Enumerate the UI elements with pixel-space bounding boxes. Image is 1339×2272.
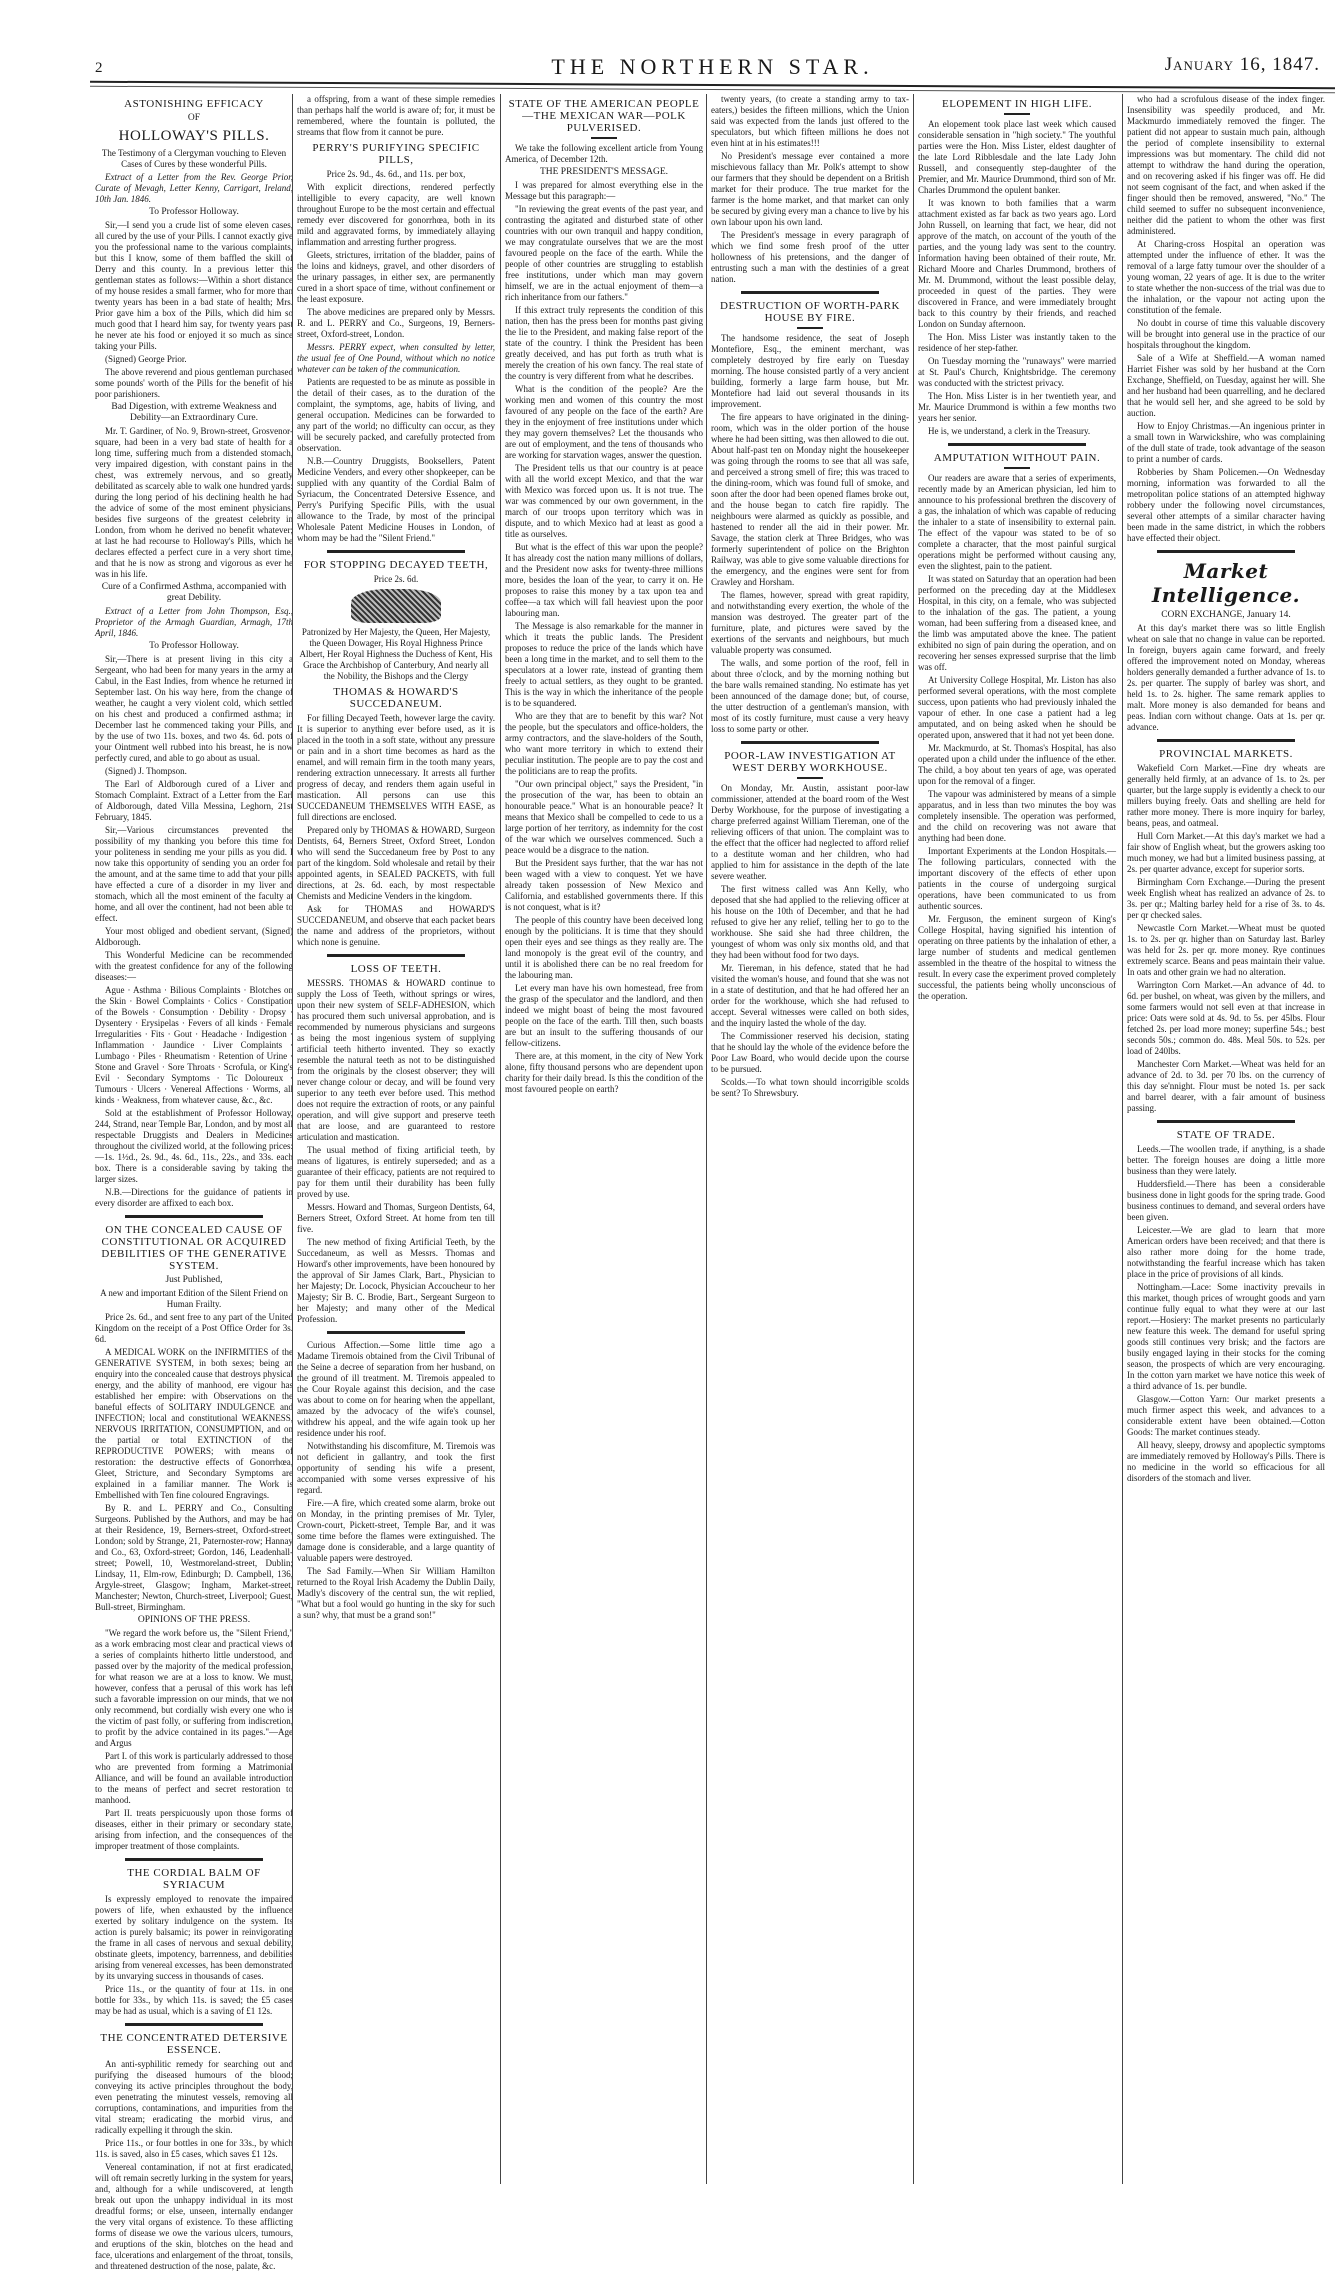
column-4 (706, 94, 909, 2184)
paragraph: At University College Hospital, Mr. Liston has also performed several operations, with the most complete success, upon patients who had previously inhaled the vapour of ether. In one case a patient had a leg amputated, and on being asked when he should be operated upon, answered that it had not yet been done. (918, 675, 1116, 740)
article-headline: THE CONCENTRATED DETERSIVE ESSENCE. (100, 2032, 288, 2056)
heading-dash (1004, 467, 1030, 469)
section-divider (125, 2023, 264, 2026)
paragraph: The usual method of fixing artificial teeth, by means of ligatures, is entirely superseded; and as a guarantee of their efficacy, patients are not required to pay for them until their durability has been fully proved by use. (297, 1145, 495, 1199)
paragraph: The President's message in every paragraph of which we find some fresh proof of the utter hollowness of his pretensions, and the danger of entrusting such a man with the destinies of a great nation. (711, 230, 909, 284)
paragraph: Patients are requested to be as minute as possible in the detail of their cases, as to the duration of the complaint, the symptoms, age, habits of living, and general occupation. Medicines can be forwarded to any part of the world; no difficulty can occur, as they will be securely packed, and carefully protected from observation. (297, 377, 495, 453)
paragraph: I was prepared for almost everything else in the Message but this paragraph:— (505, 180, 703, 201)
paragraph: Sold at the establishment of Professor Holloway, 244, Strand, near Temple Bar, London, and by most all respectable Druggists and Dealers in Medicines throughout the civilized world, at the following prices:—1s. 1½d., 2s. 9d., 4s. 6d., 11s., 22s., and 33s. each box. There is a considerable saving by taking the larger sizes. (95, 1108, 293, 1184)
paragraph: Venereal contamination, if not at first eradicated, will oft remain secretly lurking in the system for years, and, although for a while undiscovered, at length break out upon the unhappy individual in its most dreadful forms; or else, unseen, internally endanger the very vital organs of existence. To these afflicting forms of disease we owe the various ulcers, tumours, and eruptions of the skin, blotches on the head and face, ulcerations and enlargement of the throat, tonsils, and threatened destruction of the nose, palate, &c. (95, 2162, 293, 2271)
paragraph: Sir,—There is at present living in this city a Sergeant, who had been for many years in the army at Cabul, in the East Indies, from whence he returned in September last. On his way here, from the change of weather, he caught a very violent cold, which settled on his chest and produced a confirmed asthma; in December last he commenced taking your Pills, and by the use of two 11s. boxes, and two 4s. 6d. pots of your Ointment well rubbed into his breast, he is now perfectly cured, and able to go about as usual. (95, 654, 293, 763)
sub-heading: To Professor Holloway. (149, 207, 239, 217)
paragraph: How to Enjoy Christmas.—An ingenious printer in a small town in Warwickshire, who was complaining of the dull state of trade, took advantage of the season to print a number of cards. (1127, 421, 1325, 464)
paragraph: The Message is also remarkable for the manner in which it treats the public lands. The President proposes to reduce the price of the lands which have been a long time in the market, and to sell them to the speculators at a lower rate, instead of granting them freely to actual settlers, as they ought to be granted. This is the way in which the inheritance of the people is to be squandered. (505, 621, 703, 708)
article-headline: FOR STOPPING DECAYED TEETH, (303, 559, 489, 571)
paragraph: Glasgow.—Cotton Yarn: Our market presents a much firmer aspect this week, and advances to a considerable extent have been obtained.—Cotton Goods: The market continues steady. (1127, 1394, 1325, 1437)
paragraph: "Our own principal object," says the President, "in the prosecution of the war, has been to obtain an honourable peace." What is an honourable peace? It means that Mexico shall be compelled to cede to us a large portion of her territory, as indemnity for the cost of the war which we ourselves commenced. Such a peace would be a disgrace to the nation. (505, 779, 703, 855)
paragraph: The handsome residence, the seat of Joseph Montefiore, Esq., the eminent merchant, was completely destroyed by fire early on Tuesday morning. The house consisted partly of a very ancient building, formerly a large farm house, but Mr. Montefiore had laid out several thousands in its improvement. (711, 333, 909, 409)
paragraph: What is the condition of the people? Are the working men and women of this country the most favoured of any people on the face of the earth? Are they in the enjoyment of free institutions under which they may govern themselves? Let the thousands who are out of employment, and the tens of thousands who are working for starvation wages, answer the question. (505, 384, 703, 460)
paragraph: The above reverend and pious gentleman purchased some pounds' worth of the Pills for the benefit of his poor parishioners. (95, 367, 293, 399)
paragraph: Curious Affection.—Some little time ago a Madame Tiremois obtained from the Civil Tribunal of the Seine a decree of separation from her husband, on the ground of ill treatment. M. Tiremois appealed to the Cour Royale against this decision, and the case was about to come on for hearing when the appellant, amazed by the advocacy of the wife's counsel, withdrew his appeal, and the wife again took up her residence under his roof. (297, 1340, 495, 1438)
section-divider (125, 1858, 264, 1861)
paragraph: The first witness called was Ann Kelly, who deposed that she had applied to the relieving officer at his house on the 10th of December, and that he had refused to give her any relief, telling her to go to the workhouse. She said she had three children, the youngest of whom was only six months old, and that they had been without food for two days. (711, 884, 909, 960)
article-headline: PROVINCIAL MARKETS. (1159, 748, 1293, 760)
paragraph: "In reviewing the great events of the past year, and contrasting the agitated and disturbed state of other countries with our own tranquil and happy condition, we may congratulate ourselves that we are the most favoured people on the face of the earth. While the people of other countries are struggling to establish free institutions, under which man may govern himself, we are in the actual enjoyment of them—a rich inheritance from our fathers." (505, 204, 703, 302)
article-headline: ELOPEMENT IN HIGH LIFE. (941, 98, 1092, 110)
paragraph: "We regard the work before us, the "Silent Friend," as a work embracing most clear and practical views of a series of complaints hitherto little understood, and passed over by the majority of the medical profession, for what reason we are at a loss to know. We must, however, confess that a perusal of this work has left such a favorable impression on our minds, that we not only recommend, but cordially wish every one who is the victim of past folly, or suffering from indiscretion, to profit by the advice contained in its pages."—Age and Argus (95, 1628, 293, 1748)
ailments-list: Ague · Asthma · Bilious Complaints · Blotches on the Skin · Bowel Complaints · Colics · Constipation of the Bowels · Consumption · Debility · Dropsy · Dysentery · Erysipelas · Fevers of all kinds · Female Irregularities · Fits · Gout · Headache · Indigestion · Inflammation · Jaundice · Liver Complaints · Lumbago · Piles · Rheumatism · Retention of Urine · Stone and Gravel · Sore Throats · Scrofula, or King's Evil · Secondary Symptoms · Tic Doloureux · Tumours · Ulcers · Venereal Affections · Worms, all kinds · Weakness, from whatever cause, &c., &c. (95, 985, 293, 1105)
paragraph: Is expressly employed to renovate the impaired powers of life, when exhausted by the influence exerted by solitary indulgence on the system. Its action is purely balsamic; its power in reinvigorating the frame in all cases of nervous and sexual debility, obstinate gleets, impotency, barrenness, and debilities arising from venereal excesses, has been demonstrated by its unvarying success in thousands of cases. (95, 1894, 293, 1981)
paragraph: The walls, and some portion of the roof, fell in about three o'clock, and by the morning nothing but the bare walls remained standing. No estimate has yet been announced of the damage done; but, of course, the utter destruction of a gentleman's mansion, with most of its costly furniture, must cause a very heavy loss to some party or other. (711, 658, 909, 734)
paragraph: Price 2s. 9d., 4s. 6d., and 11s. per box, (326, 169, 466, 179)
paragraph: A MEDICAL WORK on the INFIRMITIES of the GENERATIVE SYSTEM, in both sexes; being an enquiry into the concealed cause that destroys physical energy, and the ability of manhood, ere vigour has established her empire: with Observations on the baneful effects of SOLITARY INDULGENCE and INFECTION; local and constitutional WEAKNESS, NERVOUS IRRITATION, CONSUMPTION, and on the partial or total EXTINCTION of the REPRODUCTIVE POWERS; with means of restoration: the destructive effects of Gonorrhœa, Gleet, Stricture, and Secondary Symptoms are explained in a familiar manner. The Work is Embellished with Ten fine coloured Engravings. (95, 1347, 293, 1500)
paragraph: N.B.—Country Druggists, Booksellers, Patent Medicine Venders, and every other shopkeeper, can be supplied with any quantity of the Cordial Balm of Syriacum, the Concentrated Detersive Essence, and Perry's Purifying Specific Pills, with the usual allowance to the Trade, by most of the principal Wholesale Patent Medicine Houses in London, of whom may be had the "Silent Friend." (297, 456, 495, 543)
section-divider (741, 741, 880, 744)
paragraph: Leeds.—The woollen trade, if anything, is a shade better. The foreign houses are doing a little more business than they were lately. (1127, 1144, 1325, 1176)
paragraph: The people of this country have been deceived long enough by the politicians. It is time that they should open their eyes and see things as they really are. The land monopoly is the great evil of the country, and until it is abolished there can be no real freedom for the labouring man. (505, 915, 703, 980)
paragraph: Messrs. Howard and Thomas, Surgeon Dentists, 64, Berners Street, Oxford Street. At home from ten till five. (297, 1202, 495, 1234)
paragraph: Prepared only by THOMAS & HOWARD, Surgeon Dentists, 64, Berners Street, Oxford Street, London who will send the Succedaneum free by Post to any part of the kingdom. Sold wholesale and retail by their appointed agents, in SEALED PACKETS, with full directions, at 2s. 6d. each, by most respectable Chemists and Medicine Venders in the kingdom. (297, 825, 495, 901)
column-5 (913, 94, 1116, 2184)
article-headline: ASTONISHING EFFICACY (124, 98, 264, 110)
paragraph: Mr. Mackmurdo, at St. Thomas's Hospital, has also operated upon a child under the influence of the ether. The child, a boy about ten years of age, was operated upon for the removal of a finger. (918, 743, 1116, 786)
paragraph: Ask for THOMAS and HOWARD'S SUCCEDANEUM, and observe that each packet bears the name and address of the proprietors, without which none is genuine. (297, 904, 495, 947)
heading-dash (591, 137, 617, 139)
sub-heading: Cure of a Confirmed Asthma, accompanied with great Debility. (101, 582, 287, 603)
paragraph: Leicester.—We are glad to learn that more American orders have been received; and that there is also rather more doing for the home trade, notwithstanding the fearful increase which has taken place in the price of provisions of all kinds. (1127, 1225, 1325, 1279)
paragraph: Your most obliged and obedient servant, (Signed) Aldborough. (95, 926, 293, 947)
section-divider (1157, 1120, 1296, 1123)
issue-date: January 16, 1847. (1164, 54, 1320, 75)
paragraph: Warrington Corn Market.—An advance of 4d. to 6d. per bushel, on wheat, was given by the millers, and some farmers would not sell even at that increase in price: Oats were sold at 4s. 9d. to 5s. per 45lbs. Flour fetched 2s. per load more money; superfine 54s.; best seconds 50s.; common do. 48s. Meal 50s. to 52s. per load of 240lbs. (1127, 980, 1325, 1056)
page-number: 2 (95, 60, 103, 76)
paragraph: On Monday, Mr. Austin, assistant poor-law commissioner, attended at the board room of the West Derby Workhouse, for the purpose of investigating a charge preferred against William Tiereman, one of the relieving officers of that union. The complaint was to the effect that the officer had neglected to afford relief to a destitute woman and her children, who had applied to him for assistance in the depth of the late severe weather. (711, 783, 909, 881)
paragraph: Hull Corn Market.—At this day's market we had a fair show of English wheat, but the growers asking too much money, we had but a limited business passing, at 2s. per quarter advance, except for superior sorts. (1127, 831, 1325, 874)
masthead-rule (90, 81, 1335, 94)
newspaper-title: THE NORTHERN STAR. (551, 54, 874, 79)
paragraph: Let every man have his own homestead, free from the grasp of the speculator and the landlord, and then indeed we might boast of being the most favoured people on the face of the earth. Till then, such boasts are but an insult to the suffering thousands of our fellow-citizens. (505, 983, 703, 1048)
section-divider (125, 1215, 264, 1218)
paragraph: The vapour was administered by means of a simple apparatus, and in less than two minutes the boy was completely insensible. The operation was performed, and the child on recovering was not aware that anything had been done. (918, 789, 1116, 843)
section-divider (948, 443, 1087, 446)
paragraph: By R. and L. PERRY and Co., Consulting Surgeons. Published by the Authors, and may be had at their Residence, 19, Berners-street, Oxford-street, London; sold by Strange, 21, Paternoster-row; Hannay and Co., 63, Oxford-street; Gordon, 146, Leadenhall-street; Powell, 10, Westmoreland-street, Dublin; Lindsay, 11, Elm-row, Edinburgh; D. Campbell, 136, Argyle-street, Glasgow; Ingham, Market-street, Manchester; Newton, Church-street, Liverpool; Guest, Bull-street, Birmingham. (95, 1503, 293, 1612)
column-2 (292, 94, 495, 2184)
paragraph: Manchester Corn Market.—Wheat was held for an advance of 2d. to 3d. per 70 lbs. on the currency of this day se'nnight. Flour must be noted 1s. per sack and barrel dearer, with a fair amount of business passing. (1127, 1059, 1325, 1113)
section-divider (741, 291, 880, 294)
paragraph: Fire.—A fire, which created some alarm, broke out on Monday, in the printing premises of Mr. Tyler, Crown-court, Pickett-street, Temple Bar, and it was some time before the flames were extinguished. The damage done is considerable, and a large quantity of valuable papers were destroyed. (297, 1498, 495, 1563)
paragraph: It was stated on Saturday that an operation had been performed on the preceding day at the Middlesex Hospital, in this city, on a female, who was subjected to the inhalation of the gas. The patient, a young woman, had been suffering from a diseased knee, and the limb was amputated above the knee. The patient exhibited no sign of pain during the operation, and on recovering her senses expressed surprise that the limb was off. (918, 574, 1116, 672)
sub-heading: To Professor Holloway. (149, 641, 239, 651)
section-divider (1157, 739, 1296, 742)
paragraph: On Tuesday morning the "runaways" were married at St. Paul's Church, Knightsbridge. The ceremony was conducted with the strictest privacy. (918, 356, 1116, 388)
paragraph: The President tells us that our country is at peace with all the world except Mexico, and that the war with Mexico was forced upon us. It is not true. The war was commenced by our own government, in the march of our troops upon territory which was in dispute, and to which Mexico had at least as good a title as ourselves. (505, 463, 703, 539)
article-headline: THE CORDIAL BALM OF SYRIACUM (127, 1867, 261, 1891)
paragraph: Huddersfield.—There has been a considerable business done in light goods for the spring trade. Good business continues to demand, and several orders have been given. (1127, 1179, 1325, 1222)
paragraph: Sir,—I send you a crude list of some eleven cases, all cured by the use of your Pills. I cannot exactly give you the professional name to the various complaints, but this I know, some of them baffled the skill of Derry and this county. In a previous letter this gentleman states as follows:—Within a short distance of my house resides a small farmer, who for more than twenty years has been in a bad state of health; Mrs. Prior gave him a box of the Pills, which did him so much good that I heard him say, for twenty years past he never ate his food or enjoyed it so much as since taking your Pills. (95, 220, 293, 351)
paragraph: The new method of fixing Artificial Teeth, by the Succedaneum, as well as Messrs. Thomas and Howard's other improvements, have been honoured by the approval of Sir James Clark, Bart., Physician to her Majesty; Dr. Locock, Physician Accoucheur to her Majesty; Sir B. C. Brodie, Bart., Sergeant Surgeon to her Majesty; and many other of the Medical Profession. (297, 1237, 495, 1324)
paragraph: Extract of a Letter from John Thompson, Esq., Proprietor of the Armagh Guardian, Armagh, 17th April, 1846. (95, 606, 293, 638)
paragraph: Part II. treats perspicuously upon those forms of diseases, either in their primary or secondary state, arising from infection, and the consequences of the improper treatment of those complaints. (95, 1808, 293, 1851)
paragraph: Price 11s., or the quantity of four at 11s. in one bottle for 33s., by which 11s. is saved; the £5 cases may be had as usual, which is a saving of £1 12s. (95, 1984, 293, 2016)
paragraph: Who are they that are to benefit by this war? Not the people, but the speculators and office-holders, the army contractors, and the slave-holders of the South, who want more territory in which to extend their peculiar institution. The people are to pay the cost and the politicians are to reap the profits. (505, 711, 703, 776)
column-6 (1122, 94, 1325, 2184)
article-headline: Market Intelligence. (1151, 559, 1301, 607)
paragraph: Notwithstanding his discomfiture, M. Tiremois was not deficient in gallantry, and took the first opportunity of sending his wife a present, accompanied with some verses expressive of his regard. (297, 1441, 495, 1495)
paragraph: The Commissioner reserved his decision, stating that he should lay the whole of the evidence before the Poor Law Board, who would decide upon the course to be pursued. (711, 1031, 909, 1074)
article-headline: AMPUTATION WITHOUT PAIN. (933, 452, 1101, 464)
article-headline: STATE OF THE AMERICAN PEOPLE—THE MEXICAN WAR—POLK PULVERISED. (508, 98, 700, 134)
paragraph: a offspring, from a want of these simple remedies than perhaps half the world is aware of; for, it must be remembered, where the fountain is polluted, the streams that flow from it cannot be pure. (297, 94, 495, 137)
paragraph: This Wonderful Medicine can be recommended with the greatest confidence for any of the following diseases:— (95, 950, 293, 982)
paragraph: With explicit directions, rendered perfectly intelligible to every capacity, are well known throughout Europe to be the most certain and effectual remedy ever discovered for gonorrhœa, both in its mild and aggravated forms, by immediately allaying inflammation and arresting further progress. (297, 182, 495, 247)
heading-dash (1004, 113, 1030, 115)
paragraph: Mr. T. Gardiner, of No. 9, Brown-street, Grosvenor-square, had been in a very bad state of health for a long time, suffering much from a distended stomach, very impaired digestion, with constant pains in the chest, was extremely nervous, and so greatly debilitated as scarcely able to walk one hundred yards: during the long period of his declining health he had the advice of some of the most eminent physicians, besides five surgeons of the greatest celebrity in London, from whom he derived no benefit whatever; at last he had recourse to Holloway's Pills, which he declares effected a perfect cure in a very short time, and that he is now as strong and vigorous as ever he was in his life. (95, 426, 293, 579)
paragraph: An elopement took place last week which caused considerable sensation in "high society." The youthful parties were the Hon. Miss Lister, eldest daughter of the late Lord Ribblesdale and the late Lady John Russell, and consequently step-daughter of the Premier, and Mr. Maurice Drummond, third son of Mr. Charles Drummond the opulent banker. (918, 119, 1116, 195)
paragraph: We take the following excellent article from Young America, of December 12th. (505, 143, 703, 164)
paragraph: N.B.—Directions for the guidance of patients in every disorder are affixed to each box. (95, 1187, 293, 1208)
paragraph: At this day's market there was so little English wheat on sale that no change in value can be reported. In foreign, buyers again came forward, and freely offered the improvement noted on Monday, whereas holders generally demanded a further advance of 1s. to 2s. per quarter. The supply of barley was short, and held 1s. to 2s. higher. The same remark applies to malt. More money is also demanded for beans and peas. Indian corn without change. Oats at 1s. per qr. advance. (1127, 623, 1325, 732)
paragraph: There are, at this moment, in the city of New York alone, fifty thousand persons who are dependent upon charity for their daily bread. Is this the condition of the most favoured people on earth? (505, 1051, 703, 1094)
paragraph: MESSRS. THOMAS & HOWARD continue to supply the Loss of Teeth, without springs or wires, upon their new system of SELF-ADHESION, which has procured them such universal approbation, and is recommended by numerous physicians and surgeons as being the most ingenious system of supplying artificial teeth hitherto invented. They so exactly resemble the natural teeth as not to be distinguished from the originals by the closest observer; they will never change colour or decay, and will be found very superior to any teeth ever before used. This method does not require the extraction of roots, or any painful operation, and will give support and preserve teeth that are loose, and are guaranteed to restore articulation and mastication. (297, 978, 495, 1142)
paragraph: No President's message ever contained a more mischievous fallacy than Mr. Polk's attempt to show our farmers that they should be dependent on a British market for their produce. The true market for the farmer is the home market, and that market can only be secured by giving every man a chance to live by his own labour upon his own land. (711, 151, 909, 227)
column-3 (500, 94, 703, 2184)
sub-heading: THE PRESIDENT'S MESSAGE. (539, 167, 669, 177)
paragraph: Part I. of this work is particularly addressed to those who are prevented from forming a Matrimonial Alliance, and will be found an available introduction to the means of perfect and secret restoration to manhood. (95, 1751, 293, 1805)
paragraph: The fire appears to have originated in the dining-room, which was in the older portion of the house where he had been sitting, was then allowed to die out. About half-past ten on Monday night the housekeeper was going through the rooms to see that all was safe, and perceived a strong smell of fire; this was traced to the dining-room, which was found full of smoke, and soon after the door had been opened flames broke out, and the house began to catch fire rapidly. The neighbours were alarmed as quickly as possible, and hastened to render all the aid in their power. Mr. Savage, the station clerk at Three Bridges, who was formerly superintendent of police on the Brighton Railway, was able to give some valuable directions for the emergency, and the engines were sent for from Crawley and Horsham. (711, 412, 909, 587)
paragraph: Price 2s. 6d., and sent free to any part of the United Kingdom on the receipt of a Post Office Order for 3s. 6d. (95, 1312, 293, 1344)
paragraph: Mr. Ferguson, the eminent surgeon of King's College Hospital, having signified his intention of operating on three patients by the inhalation of ether, a large number of students and medical gentlemen assembled in the theatre of the hospital to witness the result. In every case the experiment proved completely successful, the patients being wholly unconscious of the operation. (918, 914, 1116, 1001)
paragraph: The Hon. Miss Lister is in her twentieth year, and Mr. Maurice Drummond is within a few months two years her senior. (918, 391, 1116, 423)
sub-heading: OF (187, 113, 201, 123)
paragraph: For filling Decayed Teeth, however large the cavity. It is superior to anything ever before used, as it is placed in the tooth in a soft state, without any pressure or pain and in a short time becomes as hard as the enamel, and will remain firm in the tooth many years, rendering extraction unnecessary. It arrests all further progress of decay, and renders them again useful in mastication. All persons can use this SUCCEDANEUM THEMSELVES WITH EASE, as full directions are enclosed. (297, 713, 495, 822)
paragraph: Important Experiments at the London Hospitals.—The following particulars, connected with the important discovery of the effects of ether upon patients in the course of undergoing surgical operations, have been communicated to us from authentic sources. (918, 846, 1116, 911)
paragraph: Wakefield Corn Market.—Fine dry wheats are generally held firmly, at an advance of 1s. to 2s. per quarter, but the large supply is evidently a check to our millers buying freely. Oats and shelling are held for rather more money. There is more inquiry for barley, beans, peas, and oatmeal. (1127, 763, 1325, 828)
paragraph: Sale of a Wife at Sheffield.—A woman named Harriet Fisher was sold by her husband at the Corn Exchange, Sheffield, on Tuesday, against her will. She and her husband had been quarrelling, and he declared that he would sell her, and she agreed to be sold by auction. (1127, 353, 1325, 418)
article-headline: ON THE CONCEALED CAUSE OF CONSTITUTIONAL OR ACQUIRED DEBILITIES OF THE GENERATIVE SYSTEM. (101, 1224, 287, 1272)
column-1 (95, 94, 293, 2271)
article-headline: PERRY'S PURIFYING SPECIFIC PILLS, (312, 142, 480, 166)
article-headline: HOLLOWAY'S PILLS. (118, 128, 270, 144)
paragraph: Robberies by Sham Policemen.—On Wednesday morning, information was forwarded to all the metropolitan police stations of an attempted highway robbery under the following novel circumstances, several other attempts of a similar character having been made in the same district, in which the robbers have effected their object. (1127, 467, 1325, 543)
heading-dash (797, 327, 823, 329)
paragraph: (Signed) J. Thompson. (105, 766, 187, 776)
paragraph: The flames, however, spread with great rapidity, and notwithstanding every exertion, the whole of the mansion was destroyed. The greater part of the furniture, plate, and pictures were saved by the exertions of the servants and neighbours, but much valuable property was consumed. (711, 590, 909, 655)
paragraph: Scolds.—To what town should incorrigible scolds be sent? To Shrewsbury. (711, 1077, 909, 1098)
paragraph: No doubt in course of time this valuable discovery will be brought into general use in the practice of our hospitals throughout the kingdom. (1127, 318, 1325, 350)
article-headline: LOSS OF TEETH. (350, 963, 442, 975)
masthead (95, 40, 1330, 82)
section-divider (327, 550, 466, 553)
paragraph: Gleets, strictures, irritation of the bladder, pains of the loins and kidneys, gravel, and other disorders of the urinary passages, in either sex, are permanently cured in a short space of time, without confinement or the least exposure. (297, 250, 495, 304)
paragraph: The Hon. Miss Lister was instantly taken to the residence of her step-father. (918, 332, 1116, 353)
paragraph: But what is the effect of this war upon the people? It has already cost the nation many millions of dollars, and the President now asks for twenty-three millions more, besides the loan of the year, to carry it on. He proposes to raise this money by a tax upon tea and coffee—a tax which will fall heaviest upon the poor labouring man. (505, 542, 703, 618)
paragraph: An anti-syphilitic remedy for searching out and purifying the diseased humours of the blood; conveying its active principles throughout the body, even penetrating the minutest vessels, removing all corruptions, contaminations, and impurities from the vital stream; eradicating the morbid virus, and radically expelling it through the skin. (95, 2059, 293, 2135)
sub-heading: OPINIONS OF THE PRESS. (137, 1615, 251, 1625)
sub-heading: Bad Digestion, with extreme Weakness and Debility—an Extraordinary Cure. (111, 402, 277, 423)
royal-crest-icon (351, 589, 441, 623)
sub-heading: Just Published, (165, 1275, 223, 1285)
paragraph: The Earl of Aldborough cured of a Liver and Stomach Complaint. Extract of a Letter from the Earl of Aldborough, dated Villa Messina, Leghorn, 21st February, 1845. (95, 779, 293, 822)
paragraph: The Sad Family.—When Sir William Hamilton returned to the Royal Irish Academy the Dublin Daily, Madly's discovery of the central sun, the wit replied, "What but a fool would go hunting in the sky for such a sun? why, that must be a grand son!" (297, 1566, 495, 1620)
paragraph: Messrs. PERRY expect, when consulted by letter, the usual fee of One Pound, without which no notice whatever can be taken of the communication. (297, 342, 495, 374)
paragraph: A new and important Edition of the Silent Friend on Human Frailty. (100, 1288, 288, 1309)
paragraph: (Signed) George Prior. (105, 354, 187, 364)
section-divider (1157, 550, 1296, 553)
paragraph: Birmingham Corn Exchange.—During the present week English wheat has realized an advance of 2s. to 3s. per qr.; Malting barley held for a rise of 3s. to 4s. per qr checked sales. (1127, 877, 1325, 920)
paragraph: If this extract truly represents the condition of this nation, then has the press been for months past giving the lie to the President, and making false report of the state of the country. I think the President has been greatly deceived, and has put forth as truth what is merely the creation of his own fancy. The real state of the country is very different from what he describes. (505, 305, 703, 381)
paragraph: All heavy, sleepy, drowsy and apoplectic symptoms are immediately removed by Holloway's Pills. There is no medicine in the world so efficacious for all disorders of the stomach and liver. (1127, 1440, 1325, 1483)
paragraph: Newcastle Corn Market.—Wheat must be quoted 1s. to 2s. per qr. higher than on Saturday last. Barley was held for 2s. per qr. more money. Rye continues extremely scarce. Beans and peas maintain their value. In oats and other grain we had no alteration. (1127, 923, 1325, 977)
paragraph: The Testimony of a Clergyman vouching to Eleven Cases of Cures by these wonderful Pills. (101, 148, 287, 169)
paragraph: who had a scrofulous disease of the index finger. Insensibility was speedily produced, and Mr. Mackmurdo immediately removed the finger. The patient did not appear to sustain much pain, although the period of complete insensibility to external impressions was but momentary. The child did not attempt to withdraw the hand during the operation, and on recovering asked if his finger was off. He did not seem cognisant of the fact, and when asked if the finger should then be removed, answered, "No." The child seemed to suffer no subsequent inconvenience, neither did the patient to whom the other was first administered. (1127, 94, 1325, 236)
paragraph: Price 11s., or four bottles in one for 33s., by which 11s. is saved, also in £5 cases, which saves £1 12s. (95, 2138, 293, 2159)
paragraph: Price 2s. 6d. (373, 574, 419, 584)
paragraph: twenty years, (to create a standing army to tax-eaters,) besides the fifteen millions, which the Union said was expected from the lands just offered to the speculators, but which fifteen millions he does not even hint at in his estimates!!! (711, 94, 909, 148)
sub-heading: CORN EXCHANGE, January 14. (1161, 610, 1291, 620)
paragraph: The above medicines are prepared only by Messrs. R. and L. PERRY and Co., Surgeons, 19, Berners-street, Oxford-street, London. (297, 307, 495, 339)
section-divider (327, 954, 466, 957)
heading-dash (797, 777, 823, 779)
article-headline: DESTRUCTION OF WORTH-PARK HOUSE BY FIRE. (720, 300, 900, 324)
article-headline: STATE OF TRADE. (1176, 1129, 1276, 1141)
paragraph: At Charing-cross Hospital an operation was attempted under the influence of ether. It was the removal of a large fatty tumour over the shoulder of a young woman, 22 years of age. It is due to the writer to state whether the non-success of the trial was due to the inhalation, or the vapour not acting upon the constitution of the female. (1127, 239, 1325, 315)
paragraph: Nottingham.—Lace: Some inactivity prevails in this market, though prices of wrought goods and yarn continue fully equal to what they were at our last report.—Hosiery: The market presents no particularly new feature this week. The demand for useful spring goods still continues very brisk; and the factors are busily engaged laying in their stocks for the coming season, the prospects of which are very encouraging. In the cotton yarn market we have notice this week of a third advance of 1s. per bundle. (1127, 1282, 1325, 1391)
article-headline: POOR-LAW INVESTIGATION AT WEST DERBY WORKHOUSE. (724, 750, 896, 774)
paragraph: Extract of a Letter from the Rev. George Prior, Curate of Mevagh, Letter Kenny, Carrigart, Ireland, 10th Jan. 1846. (95, 172, 293, 204)
paragraph: Mr. Tiereman, in his defence, stated that he had visited the woman's house, and found that she was not in a state of destitution, and that he had offered her an order for the workhouse, which she had refused to accept. Several witnesses were called on both sides, and the inquiry lasted the whole of the day. (711, 963, 909, 1028)
paragraph: It was known to both families that a warm attachment existed as far back as two years ago. Lord John Russell, on learning that fact, we hear, did not approve of the match, on account of the youth of the parties, and the young lady was sent to the country. Information having been obtained of their route, Mr. Richard Moore and Charles Drummond, brothers of Mr. M. Drummond, without the least possible delay, proceeded in quest of the parties. They were discovered in France, and were immediately brought back to this country by their friends, and reached London on Sunday afternoon. (918, 198, 1116, 329)
section-divider (327, 1331, 466, 1334)
article-headline: THOMAS & HOWARD'S SUCCEDANEUM. (333, 686, 459, 710)
paragraph: Patronized by Her Majesty, the Queen, Her Majesty, the Queen Dowager, His Royal Highness Prince Albert, Her Royal Highness the Duchess of Kent, His Grace the Archbishop of Canterbury, And nearly all the Nobility, the Bishops and the Clergy (299, 627, 493, 681)
paragraph: Our readers are aware that a series of experiments, recently made by an American physician, led him to announce to his professional brethren the discovery of a gas, the inhalation of which was capable of reducing the inhaler to a state of insensibility to external pain. The effect of the vapour was stated to be of so complete a character, that the most painful surgical operations might be performed without causing any, even the slightest, pain to the patient. (918, 473, 1116, 571)
paragraph: But the President says further, that the war has not been waged with a view to conquest. Yet we have already taken possession of New Mexico and California, and established governments there. If this is not conquest, what is it? (505, 858, 703, 912)
paragraph: He is, we understand, a clerk in the Treasury. (928, 426, 1091, 436)
paragraph: Sir,—Various circumstances prevented the possibility of my thanking you before this time for your politeness in sending me your pills as you did. I now take this opportunity of sending you an order for the amount, and at the same time to add that your pills have effected a cure of a disorder in my liver and stomach, which all the most eminent of the faculty at home, and all over the continent, had not been able to effect. (95, 825, 293, 923)
